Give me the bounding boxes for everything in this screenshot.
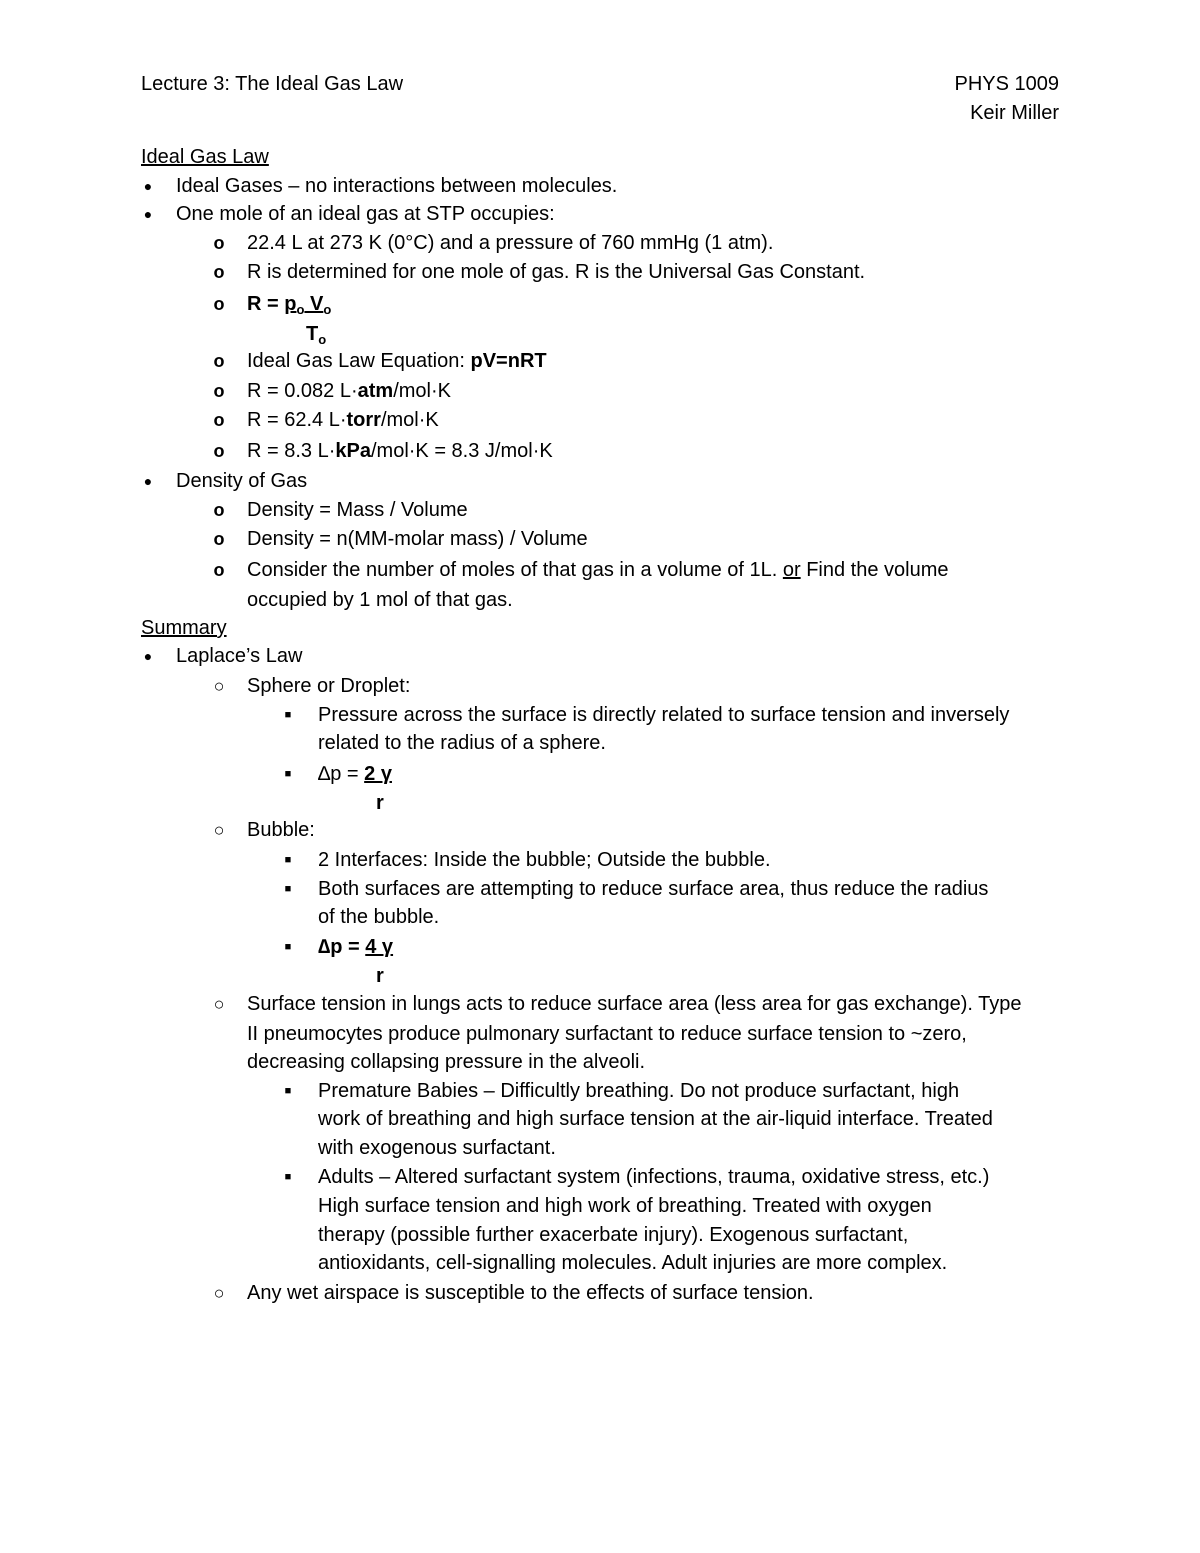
density-consider-item-cont: occupied by 1 mol of that gas. xyxy=(247,589,513,611)
square-bullet-icon: ■ xyxy=(284,768,292,780)
adults-item: Adults – Altered surfactant system (infections, trauma, oxidative stress, etc.) xyxy=(318,1166,990,1188)
ideal-gas-equation: Ideal Gas Law Equation: pV=nRT xyxy=(247,350,547,372)
r-formula-numerator: $p_o$ $V_o$ xyxy=(284,293,332,317)
square-bullet-icon: ■ xyxy=(284,1171,292,1183)
ideal-gas-law-heading: Ideal Gas Law xyxy=(141,146,269,168)
square-bullet-icon: ■ xyxy=(284,883,292,895)
hollow-circle-bullet-icon: ○ xyxy=(213,994,225,1014)
stp-item: One mole of an ideal gas at STP occupies: xyxy=(176,203,555,225)
sphere-laplace-formula: ∆p = 2 γ xyxy=(318,763,392,785)
lung-surface-tension-item-cont1: II pneumocytes produce pulmonary surfactant to reduce surface tension to ~zero, xyxy=(247,1023,967,1045)
hollow-circle-bullet-icon: ○ xyxy=(213,1283,225,1303)
premature-babies-item: Premature Babies – Difficultly breathing. Do not produce surfactant, high xyxy=(318,1080,960,1102)
circle-bullet-icon: o xyxy=(213,500,225,520)
r-formula xyxy=(247,292,331,322)
circle-bullet-icon: o xyxy=(213,294,225,314)
bubble-laplace-denominator: r xyxy=(376,965,384,987)
stp-volume-item: 22.4 L at 273 K (0°C) and a pressure of 760 mmHg (1 atm). xyxy=(247,232,774,254)
sphere-laplace-denominator: r xyxy=(376,792,384,814)
course-code: PHYS 1009 xyxy=(954,73,1059,95)
bubble-laplace-formula: ∆p = 4 γ xyxy=(318,936,394,958)
sphere-droplet-item: Sphere or Droplet: xyxy=(247,675,411,697)
sphere-pressure-item-cont: related to the radius of a sphere. xyxy=(318,732,606,754)
bullet-icon: ● xyxy=(143,648,153,664)
square-bullet-icon: ■ xyxy=(284,709,292,721)
adults-item-cont3: antioxidants, cell-signalling molecules. Adult injuries are more complex. xyxy=(318,1252,948,1274)
adults-item-cont2: therapy (possible further exacerbate injury). Exogenous surfactant, xyxy=(318,1224,909,1246)
circle-bullet-icon: o xyxy=(213,233,225,253)
bullet-icon: ● xyxy=(143,178,153,194)
wet-airspace-item: Any wet airspace is susceptible to the effects of surface tension. xyxy=(247,1282,814,1304)
adults-item-cont1: High surface tension and high work of breathing. Treated with oxygen xyxy=(318,1195,932,1217)
r-formula-lhs: R = xyxy=(247,293,285,315)
bubble-surfaces-item: Both surfaces are attempting to reduce surface area, thus reduce the radius xyxy=(318,878,989,900)
circle-bullet-icon: o xyxy=(213,262,225,282)
bubble-interfaces-item: 2 Interfaces: Inside the bubble; Outside the bubble. xyxy=(318,849,771,871)
lung-surface-tension-item: Surface tension in lungs acts to reduce surface area (less area for gas exchange). Type xyxy=(247,993,1022,1015)
premature-babies-item-cont2: with exogenous surfactant. xyxy=(318,1137,556,1159)
bullet-icon: ● xyxy=(143,206,153,222)
density-of-gas-item: Density of Gas xyxy=(176,470,308,492)
premature-babies-item-cont1: work of breathing and high surface tension at the air-liquid interface. Treated xyxy=(318,1108,993,1130)
circle-bullet-icon: o xyxy=(213,381,225,401)
square-bullet-icon: ■ xyxy=(284,1085,292,1097)
circle-bullet-icon: o xyxy=(213,410,225,430)
lecture-title: Lecture 3: The Ideal Gas Law xyxy=(141,73,404,95)
ideal-gases-item: Ideal Gases – no interactions between molecules. xyxy=(176,175,618,197)
hollow-circle-bullet-icon: ○ xyxy=(213,676,225,696)
density-formula-2: Density = n(MM-molar mass) / Volume xyxy=(247,528,588,550)
r-determined-item: R is determined for one mole of gas. R is the Universal Gas Constant. xyxy=(247,261,866,283)
density-consider-item: Consider the number of moles of that gas in a volume of 1L. or Find the volume xyxy=(247,559,949,581)
circle-bullet-icon: o xyxy=(213,351,225,371)
lung-surface-tension-item-cont2: decreasing collapsing pressure in the alveoli. xyxy=(247,1051,646,1073)
square-bullet-icon: ■ xyxy=(284,941,292,953)
sphere-pressure-item: Pressure across the surface is directly related to surface tension and inversely xyxy=(318,704,1010,726)
laplace-law-item: Laplace’s Law xyxy=(176,645,303,667)
square-bullet-icon: ■ xyxy=(284,854,292,866)
density-formula-1: Density = Mass / Volume xyxy=(247,499,468,521)
r-value-kpa: R = 8.3 L·kPa/mol·K = 8.3 J/mol·K xyxy=(247,440,553,462)
summary-heading: Summary xyxy=(141,617,227,639)
r-value-atm: R = 0.082 L·atm/mol·K xyxy=(247,380,451,402)
circle-bullet-icon: o xyxy=(213,529,225,549)
r-value-torr: R = 62.4 L·torr/mol·K xyxy=(247,409,439,431)
circle-bullet-icon: o xyxy=(213,560,225,580)
bullet-icon: ● xyxy=(143,473,153,489)
bubble-surfaces-item-cont: of the bubble. xyxy=(318,906,440,928)
bubble-item: Bubble: xyxy=(247,819,315,841)
hollow-circle-bullet-icon: ○ xyxy=(213,820,225,840)
author-name: Keir Miller xyxy=(970,102,1059,124)
circle-bullet-icon: o xyxy=(213,441,225,461)
r-formula-denominator: $T_o$ xyxy=(306,323,327,347)
